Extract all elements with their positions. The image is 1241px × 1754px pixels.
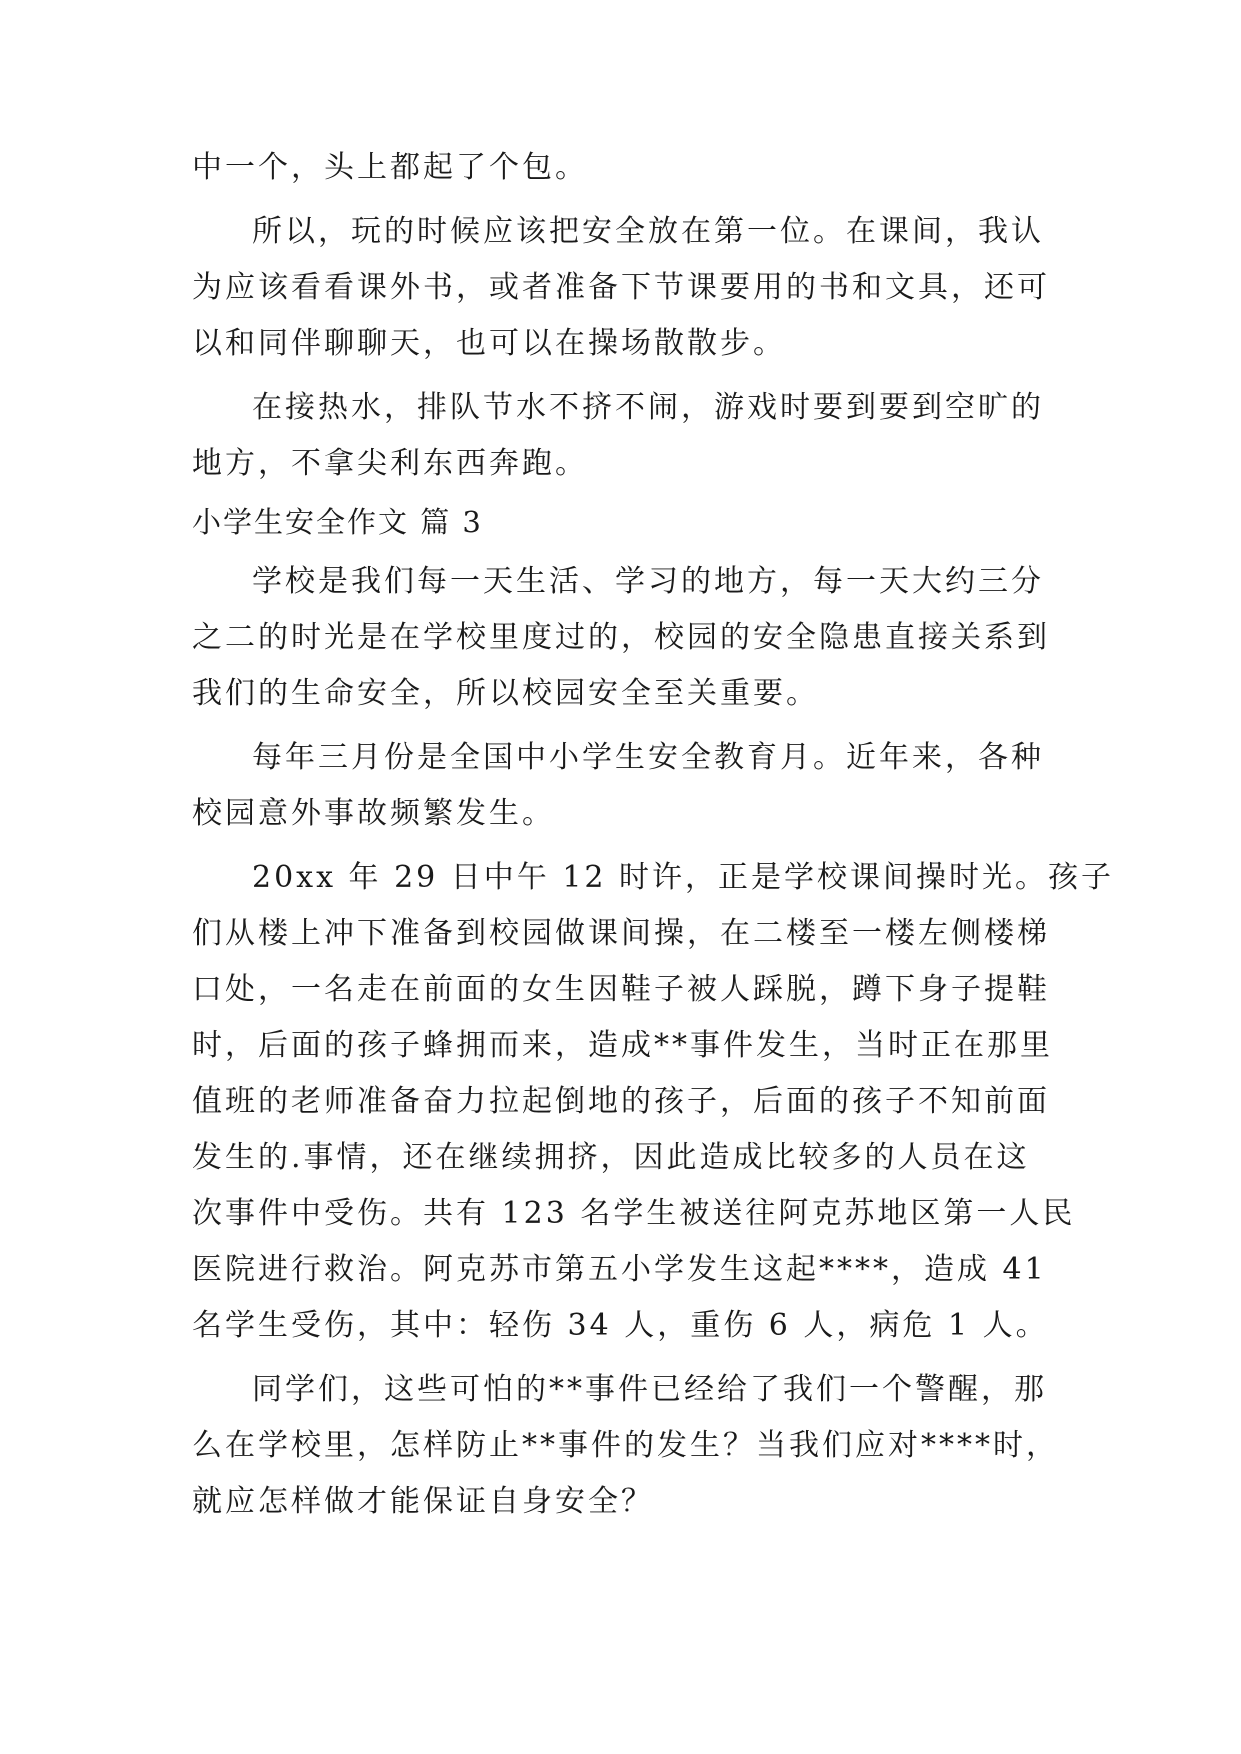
text-line: 值班的老师准备奋力拉起倒地的孩子，后面的孩子不知前面 (192, 1084, 1050, 1119)
text-line: 次事件中受伤。共有 123 名学生被送往阿克苏地区第一人民 (192, 1196, 1076, 1231)
text-line: 中一个，头上都起了个包。 (192, 150, 588, 185)
text-line: 发生的.事情，还在继续拥挤，因此造成比较多的人员在这 (192, 1140, 1030, 1175)
text-line: 我们的生命安全，所以校园安全至关重要。 (192, 676, 819, 711)
text-line: 以和同伴聊聊天，也可以在操场散散步。 (192, 326, 786, 361)
paragraph-first-line: 所以，玩的时候应该把安全放在第一位。在课间，我认 (252, 214, 1044, 249)
paragraph-first-line: 同学们，这些可怕的**事件已经给了我们一个警醒，那 (252, 1372, 1047, 1407)
text-line: 时，后面的孩子蜂拥而来，造成**事件发生，当时正在那里 (192, 1028, 1053, 1063)
text-line: 名学生受伤，其中：轻伤 34 人，重伤 6 人，病危 1 人。 (192, 1308, 1049, 1343)
text-line: 医院进行救治。阿克苏市第五小学发生这起****，造成 41 (192, 1252, 1047, 1287)
text-line: 么在学校里，怎样防止**事件的发生？当我们应对****时， (192, 1428, 1059, 1463)
text-line: 们从楼上冲下准备到校园做课间操，在二楼至一楼左侧楼梯 (192, 916, 1050, 951)
paragraph-first-line: 学校是我们每一天生活、学习的地方，每一天大约三分 (252, 564, 1044, 599)
text-line: 之二的时光是在学校里度过的，校园的安全隐患直接关系到 (192, 620, 1050, 655)
section-heading: 小学生安全作文 篇 3 (192, 505, 483, 539)
paragraph-first-line: 在接热水，排队节水不挤不闹，游戏时要到要到空旷的 (252, 390, 1044, 425)
paragraph-first-line: 20xx 年 29 日中午 12 时许，正是学校课间操时光。孩子 (252, 860, 1115, 895)
text-line: 校园意外事故频繁发生。 (192, 796, 555, 831)
text-line: 为应该看看课外书，或者准备下节课要用的书和文具，还可 (192, 270, 1050, 305)
text-line: 口处，一名走在前面的女生因鞋子被人踩脱，蹲下身子提鞋 (192, 972, 1050, 1007)
text-line: 地方，不拿尖利东西奔跑。 (192, 446, 588, 481)
paragraph-first-line: 每年三月份是全国中小学生安全教育月。近年来，各种 (252, 740, 1044, 775)
text-line: 就应怎样做才能保证自身安全？ (192, 1484, 654, 1519)
